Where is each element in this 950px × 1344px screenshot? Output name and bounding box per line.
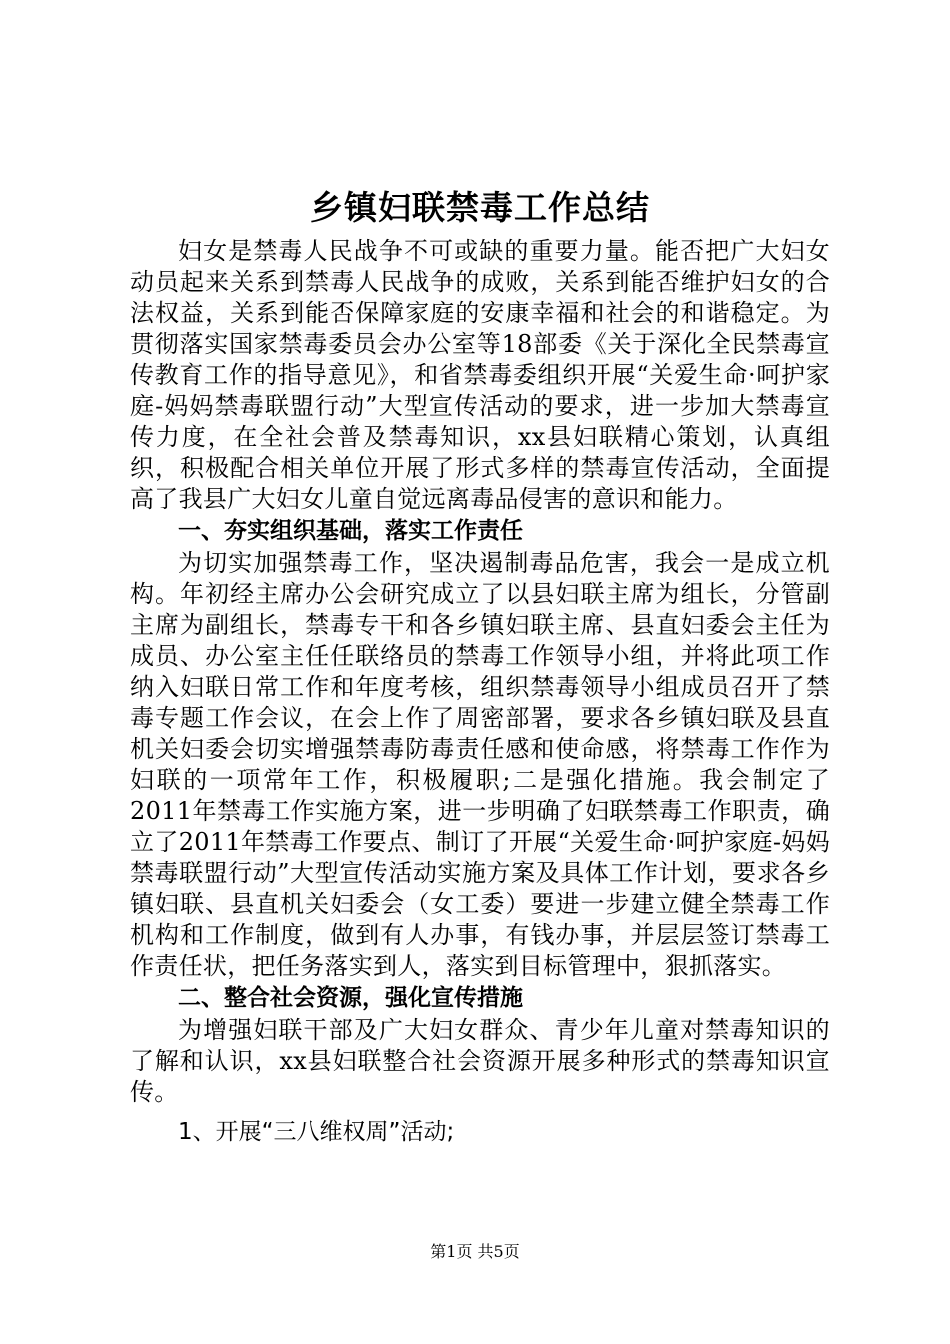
page-footer: 第1页 共5页 xyxy=(430,1242,520,1261)
section-1-heading: 一、夯实组织基础，落实工作责任 xyxy=(178,518,523,544)
section-2-heading: 二、整合社会资源，强化宣传措施 xyxy=(178,985,523,1011)
intro-paragraph: 妇女是禁毒人民战争不可或缺的重要力量。能否把广大妇女动员起来关系到禁毒人民战争的成败，关系到能否维护妇女的合法权益，关系到能否保障家庭的安康幸福和社会的和谐稳定。为贯彻落实国家禁毒委员会办公室等18部委《关于深化全民禁毒宣传教育工作的指导意见》，和省禁毒委组织开展“关爱生命·呵护家庭-妈妈禁毒联盟行动”大型宣传活动的要求，进一步加大禁毒宣传力度，在全社会普及禁毒知识，xx县妇联精心策划，认真组织，积极配合相关单位开展了形式多样的禁毒宣传活动，全面提高了我县广大妇女儿童自觉远离毒品侵害的意识和能力。 xyxy=(130,237,830,513)
section-1-body: 为切实加强禁毒工作，坚决遏制毒品危害，我会一是成立机构。年初经主席办公会研究成立了以县妇联主席为组长，分管副主席为副组长，禁毒专干和各乡镇妇联主席、县直妇委会主任为成员、办公室主任任联络员的禁毒工作领导小组，并将此项工作纳入妇联日常工作和年度考核，组织禁毒领导小组成员召开了禁毒专题工作会议，在会上作了周密部署，要求各乡镇妇联及县直机关妇委会切实增强禁毒防毒责任感和使命感，将禁毒工作作为妇联的一项常年工作，积极履职;二是强化措施。我会制定了2011年禁毒工作实施方案，进一步明确了妇联禁毒工作职责，确立了2011年禁毒工作要点、制订了开展“关爱生命·呵护家庭-妈妈禁毒联盟行动”大型宣传活动实施方案及具体工作计划，要求各乡镇妇联、县直机关妇委会（女工委）要进一步建立健全禁毒工作机构和工作制度，做到有人办事，有钱办事，并层层签订禁毒工作责任状，把任务落实到人，落实到目标管理中，狠抓落实。 xyxy=(130,549,830,980)
section-2-body: 为增强妇联干部及广大妇女群众、青少年儿童对禁毒知识的了解和认识，xx县妇联整合社会资源开展多种形式的禁毒知识宣传。 xyxy=(130,1016,830,1106)
document-page xyxy=(130,180,830,1152)
section-2-item-1: 1、开展“三八维权周”活动; xyxy=(178,1119,455,1145)
document-title: 乡镇妇联禁毒工作总结 xyxy=(310,188,650,227)
